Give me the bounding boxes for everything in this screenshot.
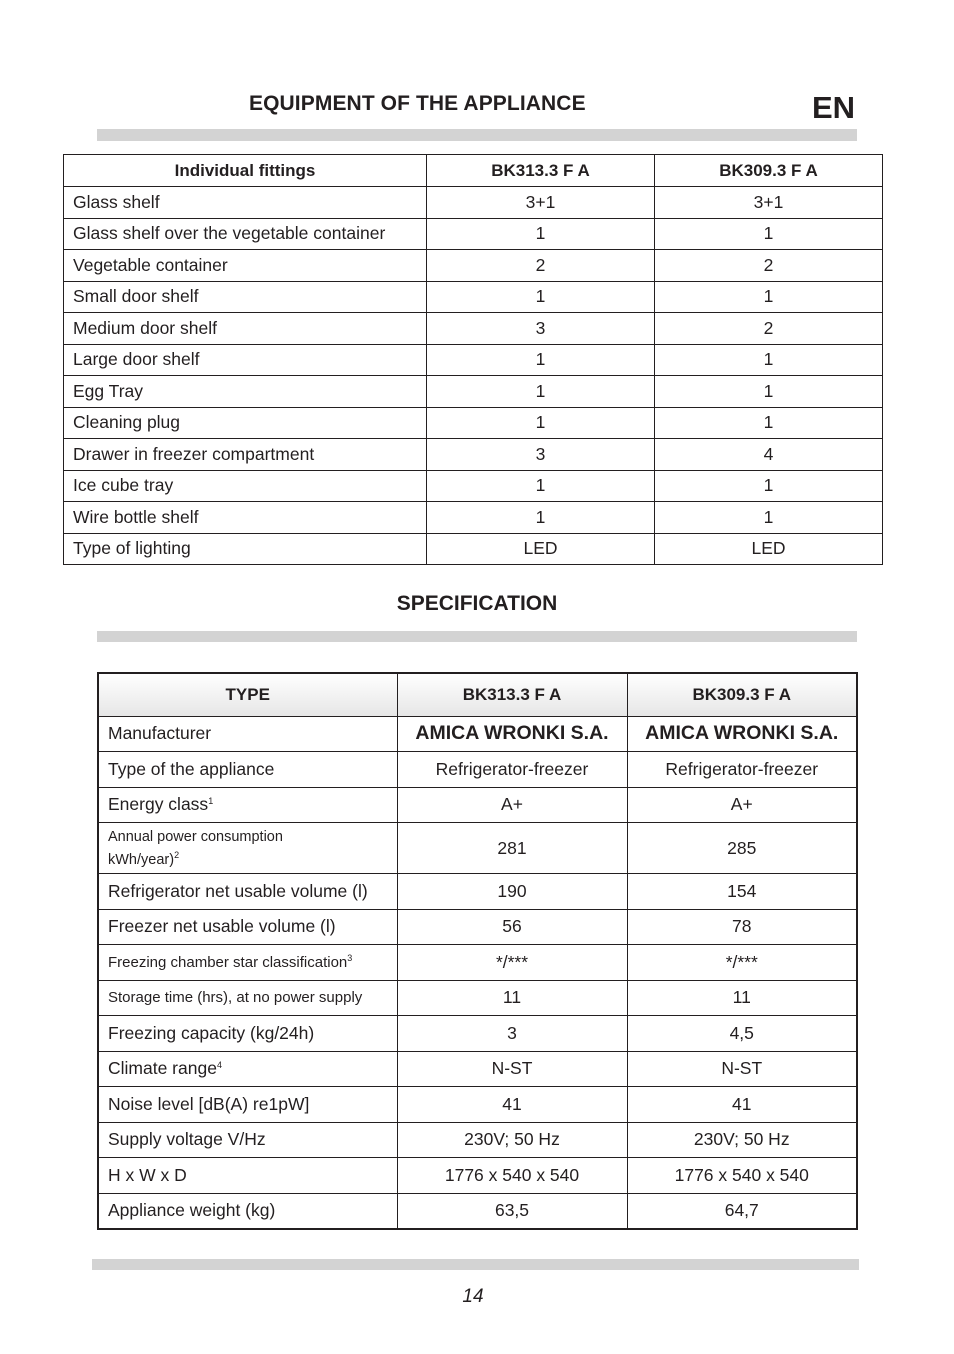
fitting-count: 1 — [655, 218, 883, 250]
spec-label-text: Refrigerator net usable volume (l) — [108, 880, 368, 901]
spec-label-text: Supply voltage V/Hz — [108, 1129, 266, 1150]
spec-value: Refrigerator-freezer — [397, 752, 627, 788]
table-row — [64, 470, 883, 502]
spec-label — [98, 1193, 397, 1229]
fitting-name: Ice cube tray — [64, 470, 427, 502]
fitting-count: 4 — [655, 439, 883, 471]
footnote-marker: 2 — [174, 849, 180, 860]
spec-value: 63,5 — [397, 1193, 627, 1229]
spec-label — [98, 874, 397, 910]
table-row — [64, 439, 883, 471]
spec-value: 41 — [397, 1087, 627, 1123]
table-row — [64, 376, 883, 408]
spec-label-text: Appliance weight (kg) — [108, 1200, 276, 1220]
spec-label-text: Climate range — [108, 1058, 217, 1079]
fitting-name: Medium door shelf — [64, 313, 427, 345]
footnote-marker: 3 — [347, 953, 353, 964]
spec-label-text: Noise level [dB(A) re1pW] — [108, 1093, 310, 1114]
spec-label — [98, 752, 397, 788]
spec-value: A+ — [397, 787, 627, 823]
spec-label-text: Type of the appliance — [108, 758, 275, 779]
table-row — [64, 407, 883, 439]
fitting-name: Drawer in freezer compartment — [64, 439, 427, 471]
fitting-count: 1 — [655, 502, 883, 534]
spec-label — [98, 787, 397, 823]
fitting-name: Cleaning plug — [64, 407, 427, 439]
spec-value: 11 — [397, 980, 627, 1016]
spec-value: 78 — [627, 909, 857, 945]
spec-label — [98, 909, 397, 945]
fitting-name: Small door shelf — [64, 281, 427, 313]
table-row — [64, 344, 883, 376]
spec-value: 230V; 50 Hz — [627, 1122, 857, 1158]
table-row — [98, 909, 857, 945]
footnote-marker: 1 — [208, 796, 214, 807]
fitting-count: 3 — [427, 439, 655, 471]
fitting-name: Vegetable container — [64, 250, 427, 282]
spec-value: */*** — [397, 945, 627, 981]
fitting-count: 1 — [655, 407, 883, 439]
fitting-count: 1 — [655, 470, 883, 502]
table-row — [98, 1122, 857, 1158]
table-row — [98, 752, 857, 788]
spec-value: 56 — [397, 909, 627, 945]
spec-label-text: Freezing chamber star classification — [108, 954, 348, 972]
fitting-count: 1 — [427, 281, 655, 313]
spec-label — [98, 1122, 397, 1158]
spec-label-text: Energy class — [108, 794, 209, 815]
equipment-table — [63, 154, 883, 565]
fitting-name: Type of lighting — [64, 533, 427, 565]
column-header: BK309.3 F A — [655, 155, 883, 187]
table-row — [64, 502, 883, 534]
spec-label — [98, 1051, 397, 1087]
spec-value: 11 — [627, 980, 857, 1016]
spec-value: N-ST — [627, 1051, 857, 1087]
spec-label — [98, 823, 397, 874]
spec-value: 281 — [397, 823, 627, 874]
page-number: 14 — [462, 1286, 484, 1307]
table-row — [64, 218, 883, 250]
spec-label-text: kWh/year) — [108, 851, 175, 868]
fitting-count: 2 — [655, 313, 883, 345]
spec-value: Refrigerator-freezer — [627, 752, 857, 788]
table-row — [64, 250, 883, 282]
spec-value: 285 — [627, 823, 857, 874]
spec-label — [98, 945, 397, 981]
fitting-count: 2 — [427, 250, 655, 282]
column-header: BK309.3 F A — [627, 673, 857, 716]
spec-label-text: Freezer net usable volume (l) — [108, 916, 336, 937]
fitting-name: Large door shelf — [64, 344, 427, 376]
spec-label-text: Freezing capacity (kg/24h) — [108, 1022, 315, 1043]
fitting-count: 3+1 — [655, 187, 883, 219]
spec-label — [98, 980, 397, 1016]
table-row — [98, 1087, 857, 1123]
fitting-name: Wire bottle shelf — [64, 502, 427, 534]
fitting-count: 3 — [427, 313, 655, 345]
spec-value: */*** — [627, 945, 857, 981]
divider-bar — [97, 631, 857, 642]
table-row — [98, 1158, 857, 1194]
spec-label — [98, 1087, 397, 1123]
table-row — [98, 980, 857, 1016]
specification-table — [97, 672, 858, 1230]
language-label: EN — [812, 90, 856, 125]
table-row — [98, 1193, 857, 1229]
fitting-count: 1 — [427, 344, 655, 376]
table-row — [98, 823, 857, 874]
fitting-name: Glass shelf — [64, 187, 427, 219]
fitting-count: 1 — [427, 407, 655, 439]
spec-value: 1776 x 540 x 540 — [397, 1158, 627, 1194]
spec-label — [98, 716, 397, 752]
spec-value: 41 — [627, 1087, 857, 1123]
table-header-row — [98, 673, 857, 716]
section-title-specification: SPECIFICATION — [396, 592, 558, 615]
column-header: BK313.3 F A — [397, 673, 627, 716]
table-row — [64, 281, 883, 313]
spec-value: 230V; 50 Hz — [397, 1122, 627, 1158]
fitting-count: 1 — [655, 281, 883, 313]
column-header: Individual fittings — [64, 155, 427, 187]
fitting-count: 3+1 — [427, 187, 655, 219]
fitting-count: 1 — [427, 470, 655, 502]
divider-bar — [97, 129, 857, 141]
fitting-count: 2 — [655, 250, 883, 282]
table-row — [64, 533, 883, 565]
spec-label-text: Annual power consumption — [108, 828, 283, 845]
fitting-count: 1 — [427, 376, 655, 408]
fitting-count: LED — [655, 533, 883, 565]
table-header-row — [64, 155, 883, 187]
footnote-marker: 4 — [216, 1060, 222, 1071]
fitting-count: 1 — [427, 218, 655, 250]
fitting-count: 1 — [655, 376, 883, 408]
spec-value: N-ST — [397, 1051, 627, 1087]
table-row — [64, 313, 883, 345]
spec-label-text: Storage time (hrs), at no power supply — [108, 989, 363, 1007]
spec-value: 4,5 — [627, 1016, 857, 1052]
section-title-equipment: EQUIPMENT OF THE APPLIANCE — [249, 92, 586, 115]
table-row — [98, 874, 857, 910]
spec-value: 64,7 — [627, 1193, 857, 1229]
spec-label-text: Manufacturer — [108, 723, 212, 744]
table-row — [64, 187, 883, 219]
fitting-name: Egg Tray — [64, 376, 427, 408]
spec-value: 3 — [397, 1016, 627, 1052]
spec-value: 1776 x 540 x 540 — [627, 1158, 857, 1194]
spec-value: 190 — [397, 874, 627, 910]
column-header: TYPE — [98, 673, 397, 716]
fitting-count: LED — [427, 533, 655, 565]
spec-value: AMICA WRONKI S.A. — [397, 716, 627, 752]
fitting-name: Glass shelf over the vegetable container — [64, 218, 427, 250]
spec-label — [98, 1158, 397, 1194]
table-row — [98, 787, 857, 823]
spec-label — [98, 1016, 397, 1052]
table-row — [98, 716, 857, 752]
table-row — [98, 945, 857, 981]
fitting-count: 1 — [427, 502, 655, 534]
table-row — [98, 1051, 857, 1087]
column-header: BK313.3 F A — [427, 155, 655, 187]
spec-value: 154 — [627, 874, 857, 910]
table-row — [98, 1016, 857, 1052]
divider-bar — [92, 1259, 859, 1270]
spec-label-text: H x W x D — [108, 1164, 187, 1185]
fitting-count: 1 — [655, 344, 883, 376]
spec-value: A+ — [627, 787, 857, 823]
spec-value: AMICA WRONKI S.A. — [627, 716, 857, 752]
